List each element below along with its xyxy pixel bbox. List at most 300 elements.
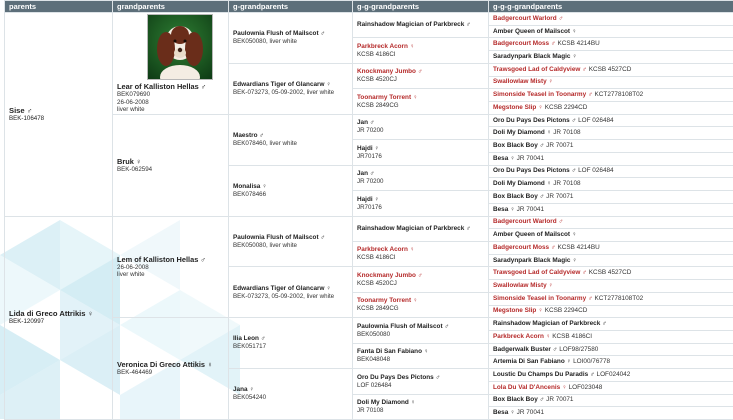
grandparent-cell	[113, 216, 229, 318]
registration-number: LOF 026484	[357, 382, 484, 390]
sex-symbol: ♂	[540, 142, 545, 149]
dog-name[interactable]: Oro Du Pays Des Pictons	[493, 167, 570, 174]
ggg-grandparent-name[interactable]	[493, 167, 729, 175]
sex-symbol: ♂	[370, 170, 375, 177]
dog-name[interactable]: Lem of Kalliston Hellas	[117, 255, 198, 264]
ggg-grandparent-name[interactable]	[493, 244, 729, 252]
sex-symbol: ♂	[558, 15, 563, 22]
sex-symbol: ♀	[262, 183, 267, 190]
column-header-g-g-g-grandparents: g-g-g-grandparents	[489, 1, 733, 13]
dog-name[interactable]: Lola Du Val D'Ancenis	[493, 384, 560, 391]
dog-name[interactable]: Oro Du Pays Des Pictons	[493, 117, 570, 124]
dog-name[interactable]: Paulownia Flush of Mailscot	[233, 234, 319, 241]
sex-symbol: ♀	[510, 206, 515, 213]
sex-symbol: ♀	[249, 386, 254, 393]
dog-name[interactable]: Edwardians Tiger of Glancarw	[233, 81, 325, 88]
ggg-grandparent-cell	[489, 318, 733, 331]
dog-name[interactable]: Parkbreck Acorn	[357, 246, 408, 253]
ggg-grandparent-name[interactable]	[493, 40, 729, 48]
ggg-grandparent-cell	[489, 305, 733, 318]
sex-symbol: ♂	[540, 396, 545, 403]
registration-number: KCSB 4520CJ	[357, 280, 484, 288]
dog-name[interactable]: Oro Du Pays Des Pictons	[357, 374, 434, 381]
ggg-grandparent-cell	[489, 280, 733, 293]
registration-number: KCSB 2849CG	[357, 102, 484, 110]
sex-symbol: ♀	[410, 43, 415, 50]
sex-symbol: ♀	[562, 384, 567, 391]
sex-symbol: ♀	[326, 285, 331, 292]
dog-name[interactable]: Besa	[493, 155, 508, 162]
ggg-grandparent-name[interactable]	[493, 384, 729, 392]
dog-name[interactable]: Megstone Slip	[493, 307, 536, 314]
ggg-grandparent-cell	[489, 38, 733, 51]
dog-name[interactable]: Toonarmy Torrent	[357, 297, 411, 304]
registration-number: JR 70041	[517, 155, 544, 162]
ggg-grandparent-cell	[489, 356, 733, 369]
sex-symbol: ♂	[320, 30, 325, 37]
gg-grandparent-cell	[353, 114, 489, 139]
ggg-grandparent-cell	[489, 292, 733, 305]
dog-name[interactable]: Besa	[493, 206, 508, 213]
sex-symbol: ♀	[547, 180, 552, 187]
gg-grandparent-name[interactable]	[357, 323, 484, 331]
registration-number: KCSB 2849CG	[357, 305, 484, 313]
registration-number: BEK-106478	[9, 115, 108, 123]
ggg-grandparent-cell	[489, 89, 733, 102]
ggg-grandparent-cell	[489, 165, 733, 178]
dog-name[interactable]: Simonside Teasel in Toonarmy	[493, 295, 586, 302]
dog-name[interactable]: Badgerwalk Buster	[493, 346, 551, 353]
sex-symbol: ♀	[424, 348, 429, 355]
grandparent-name[interactable]	[117, 360, 224, 369]
sex-symbol: ♂	[418, 272, 423, 279]
dog-name[interactable]: Amber Queen of Mailscot	[493, 28, 570, 35]
pedigree-row	[5, 318, 733, 331]
sex-symbol: ♂	[540, 193, 545, 200]
gg-grandparent-cell	[353, 216, 489, 241]
column-header-parents: parents	[5, 1, 113, 13]
sex-symbol: ♀	[326, 81, 331, 88]
sex-symbol: ♂	[200, 255, 206, 264]
registration-number: KCSB 2294CD	[545, 104, 588, 111]
gg-grandparent-name[interactable]	[357, 145, 484, 153]
gg-grandparent-cell	[353, 165, 489, 190]
grandparent-cell	[113, 13, 229, 115]
gg-grandparent-name[interactable]	[357, 21, 484, 29]
sex-symbol: ♀	[88, 309, 94, 318]
gg-grandparent-cell	[353, 89, 489, 114]
dog-name[interactable]: Doli My Diamond	[493, 129, 545, 136]
sex-symbol: ♂	[551, 40, 556, 47]
gg-grandparent-name[interactable]	[357, 225, 484, 233]
dog-name[interactable]: Rainshadow Magician of Parkbreck	[493, 320, 600, 327]
grandparent-detail: 26-06-2008	[117, 99, 224, 107]
dog-name[interactable]: Paulownia Flush of Mailscot	[233, 30, 319, 37]
dog-name[interactable]: Maestro	[233, 132, 258, 139]
pedigree-table	[4, 0, 733, 420]
gg-grandparent-cell	[353, 13, 489, 38]
sex-symbol: ♂	[418, 68, 423, 75]
ggg-grandparent-name[interactable]	[493, 231, 729, 239]
gg-grandparent-name[interactable]	[357, 272, 484, 280]
ggg-grandparent-name[interactable]	[493, 117, 729, 125]
ggg-grandparent-name[interactable]	[493, 15, 729, 23]
dog-name[interactable]: Trawsgoed Lad of Caldyview	[493, 66, 580, 73]
parent-name[interactable]	[9, 106, 108, 115]
registration-number: BEK051717	[233, 343, 348, 351]
registration-number: LOI00/76778	[573, 358, 610, 365]
grandparent-detail: BEK-062594	[117, 166, 224, 174]
sex-symbol: ♀	[546, 333, 551, 340]
registration-number: KCSB 4527CD	[589, 66, 632, 73]
ggg-grandparent-name[interactable]	[493, 66, 729, 74]
dog-name[interactable]: Monalisa	[233, 183, 260, 190]
ggg-grandparent-cell	[489, 63, 733, 76]
ggg-grandparent-cell	[489, 76, 733, 89]
ggg-grandparent-name[interactable]	[493, 104, 729, 112]
ggg-grandparent-name[interactable]	[493, 307, 729, 315]
sex-symbol: ♂	[436, 374, 441, 381]
registration-number: KCT2778108T02	[595, 91, 644, 98]
g-grandparent-name[interactable]	[233, 30, 348, 38]
dog-name[interactable]: Parkbreck Acorn	[493, 333, 544, 340]
grandparent-detail: liver white	[117, 271, 224, 279]
dog-photo[interactable]	[147, 14, 213, 80]
sex-symbol: ♀	[538, 307, 543, 314]
column-header-g-g-grandparents: g-g-grandparents	[353, 1, 489, 13]
sex-symbol: ♀	[567, 358, 572, 365]
sex-symbol: ♀	[548, 282, 553, 289]
ggg-grandparent-cell	[489, 407, 733, 420]
ggg-grandparent-name[interactable]	[493, 333, 729, 341]
parent-name[interactable]	[9, 309, 108, 318]
ggg-grandparent-name[interactable]	[493, 346, 729, 354]
ggg-grandparent-cell	[489, 127, 733, 140]
ggg-grandparent-name[interactable]	[493, 409, 729, 417]
sex-symbol: ♀	[572, 231, 577, 238]
gg-grandparent-cell	[353, 241, 489, 266]
sex-symbol: ♀	[413, 297, 418, 304]
registration-number: BEK-120997	[9, 318, 108, 326]
sex-symbol: ♀	[374, 196, 379, 203]
dog-name[interactable]: Hajdi	[357, 145, 373, 152]
ggg-grandparent-cell	[489, 216, 733, 229]
ggg-grandparent-name[interactable]	[493, 295, 729, 303]
registration-number: JR 70071	[546, 142, 573, 149]
registration-number: LOF 026484	[578, 117, 614, 124]
ggg-grandparent-cell	[489, 254, 733, 267]
ggg-grandparent-name[interactable]	[493, 155, 729, 163]
dog-name[interactable]: Knockmany Jumbo	[357, 68, 416, 75]
ggg-grandparent-name[interactable]	[493, 269, 729, 277]
registration-number: BEK-073273, 05-09-2002, liver white	[233, 293, 348, 301]
g-grandparent-cell	[229, 13, 353, 64]
column-header-grandparents: grandparents	[113, 1, 229, 13]
dog-name[interactable]: Veronica Di Greco Attikis	[117, 360, 205, 369]
sex-symbol: ♂	[602, 320, 607, 327]
gg-grandparent-cell	[353, 63, 489, 88]
g-grandparent-cell	[229, 165, 353, 216]
registration-number: BEK050080	[357, 331, 484, 339]
ggg-grandparent-cell	[489, 394, 733, 407]
ggg-grandparent-name[interactable]	[493, 129, 729, 137]
registration-number: LOF023048	[569, 384, 603, 391]
ggg-grandparent-cell	[489, 140, 733, 153]
dog-name[interactable]: Badgercourt Moss	[493, 40, 549, 47]
sex-symbol: ♂	[466, 225, 471, 232]
g-grandparent-name[interactable]	[233, 132, 348, 140]
sex-symbol: ♂	[588, 91, 593, 98]
sex-symbol: ♀	[374, 145, 379, 152]
sex-symbol: ♀	[547, 129, 552, 136]
gg-grandparent-name[interactable]	[357, 68, 484, 76]
dog-name[interactable]: Fanta Di San Fabiano	[357, 348, 422, 355]
dog-name[interactable]: Rainshadow Magician of Parkbreck	[357, 225, 464, 232]
sex-symbol: ♂	[320, 234, 325, 241]
sex-symbol: ♀	[510, 409, 515, 416]
ggg-grandparent-name[interactable]	[493, 91, 729, 99]
dog-name[interactable]: Amber Queen of Mailscot	[493, 231, 570, 238]
grandparent-detail: BEK079690	[117, 91, 224, 99]
sex-symbol: ♂	[572, 167, 577, 174]
sex-symbol: ♀	[413, 94, 418, 101]
pedigree-row	[5, 216, 733, 229]
dog-name[interactable]: Bruk	[117, 157, 134, 166]
registration-number: JR 70071	[546, 193, 573, 200]
g-grandparent-name[interactable]	[233, 285, 348, 293]
sex-symbol: ♀	[548, 78, 553, 85]
registration-number: BEK054240	[233, 394, 348, 402]
ggg-grandparent-cell	[489, 102, 733, 115]
ggg-grandparent-name[interactable]	[493, 28, 729, 36]
sex-symbol: ♂	[466, 21, 471, 28]
dog-name[interactable]: Knockmany Jumbo	[357, 272, 416, 279]
gg-grandparent-name[interactable]	[357, 348, 484, 356]
ggg-grandparent-cell	[489, 178, 733, 191]
sex-symbol: ♂	[201, 82, 207, 91]
dog-name[interactable]: Parkbreck Acorn	[357, 43, 408, 50]
g-grandparent-cell	[229, 216, 353, 267]
sex-symbol: ♂	[588, 295, 593, 302]
grandparent-cell	[113, 114, 229, 216]
gg-grandparent-cell	[353, 369, 489, 394]
ggg-grandparent-name[interactable]	[493, 206, 729, 214]
dog-name[interactable]: Swallowlaw Misty	[493, 78, 547, 85]
registration-number: BEK078460, liver white	[233, 140, 348, 148]
registration-number: BEK-073273, 05-09-2002, liver white	[233, 89, 348, 97]
grandparent-name[interactable]	[117, 82, 224, 91]
dog-name[interactable]: Jan	[357, 119, 368, 126]
ggg-grandparent-cell	[489, 267, 733, 280]
ggg-grandparent-cell	[489, 13, 733, 26]
gg-grandparent-cell	[353, 191, 489, 216]
gg-grandparent-name[interactable]	[357, 196, 484, 204]
registration-number: BEK078466	[233, 191, 348, 199]
dog-name[interactable]: Hajdi	[357, 196, 373, 203]
registration-number: JR 70200	[357, 127, 484, 135]
sex-symbol: ♂	[27, 106, 33, 115]
gg-grandparent-name[interactable]	[357, 246, 484, 254]
ggg-grandparent-cell	[489, 51, 733, 64]
g-grandparent-name[interactable]	[233, 335, 348, 343]
dog-name[interactable]: Saradynpark Black Magic	[493, 53, 570, 60]
gg-grandparent-name[interactable]	[357, 43, 484, 51]
registration-number: JR70176	[357, 153, 484, 161]
grandparent-name[interactable]	[117, 157, 224, 166]
gg-grandparent-name[interactable]	[357, 170, 484, 178]
dog-name[interactable]: Badgercourt Warlord	[493, 218, 557, 225]
ggg-grandparent-cell	[489, 229, 733, 242]
g-grandparent-name[interactable]	[233, 386, 348, 394]
dog-name[interactable]: Jan	[357, 170, 368, 177]
gg-grandparent-cell	[353, 267, 489, 292]
sex-symbol: ♀	[572, 28, 577, 35]
dog-name[interactable]: Artemia Di San Fabiano	[493, 358, 565, 365]
ggg-grandparent-name[interactable]	[493, 53, 729, 61]
sex-symbol: ♂	[582, 66, 587, 73]
gg-grandparent-cell	[353, 343, 489, 368]
pedigree-row	[5, 13, 733, 26]
dog-name[interactable]: Toonarmy Torrent	[357, 94, 411, 101]
sex-symbol: ♀	[207, 360, 213, 369]
gg-grandparent-cell	[353, 140, 489, 165]
ggg-grandparent-cell	[489, 114, 733, 127]
dog-name[interactable]: Box Black Boy	[493, 142, 538, 149]
registration-number: LOF98/27580	[559, 346, 598, 353]
dog-name[interactable]: Doli My Diamond	[493, 180, 545, 187]
dog-name[interactable]: Edwardians Tiger of Glancarw	[233, 285, 325, 292]
ggg-grandparent-cell	[489, 343, 733, 356]
dog-name[interactable]: Lida di Greco Attrikis	[9, 309, 86, 318]
gg-grandparent-name[interactable]	[357, 374, 484, 382]
dog-name[interactable]: Saradynpark Black Magic	[493, 257, 570, 264]
gg-grandparent-name[interactable]	[357, 297, 484, 305]
registration-number: KCSB 4186CI	[552, 333, 592, 340]
g-grandparent-cell	[229, 114, 353, 165]
dog-name[interactable]: Paulownia Flush of Mailscot	[357, 323, 443, 330]
registration-number: KCSB 2294CD	[545, 307, 588, 314]
dog-name[interactable]: Trawsgoed Lad of Caldyview	[493, 269, 580, 276]
sex-symbol: ♂	[259, 132, 264, 139]
dog-name[interactable]: Box Black Boy	[493, 396, 538, 403]
sex-symbol: ♀	[572, 257, 577, 264]
registration-number: KCSB 4520CJ	[357, 76, 484, 84]
dog-name[interactable]: Jana	[233, 386, 248, 393]
dog-name[interactable]: Swallowlaw Misty	[493, 282, 547, 289]
gg-grandparent-cell	[353, 318, 489, 343]
registration-number: KCSB 4214BU	[557, 244, 599, 251]
grandparent-cell	[113, 318, 229, 420]
pedigree-row	[5, 114, 733, 127]
ggg-grandparent-name[interactable]	[493, 320, 729, 328]
sex-symbol: ♀	[136, 157, 142, 166]
registration-number: KCT2778108T02	[595, 295, 644, 302]
ggg-grandparent-cell	[489, 191, 733, 204]
parent-cell	[5, 13, 113, 217]
registration-number: BEK050080, liver white	[233, 38, 348, 46]
g-grandparent-name[interactable]	[233, 81, 348, 89]
sex-symbol: ♂	[261, 335, 266, 342]
gg-grandparent-cell	[353, 292, 489, 317]
parent-cell	[5, 216, 113, 420]
registration-number: KCSB 4527CD	[589, 269, 632, 276]
dog-name[interactable]: Badgercourt Moss	[493, 244, 549, 251]
ggg-grandparent-cell	[489, 203, 733, 216]
ggg-grandparent-name[interactable]	[493, 142, 729, 150]
ggg-grandparent-cell	[489, 330, 733, 343]
ggg-grandparent-cell	[489, 152, 733, 165]
registration-number: JR 70041	[517, 206, 544, 213]
sex-symbol: ♂	[572, 117, 577, 124]
sex-symbol: ♂	[582, 269, 587, 276]
grandparent-name[interactable]	[117, 255, 224, 264]
registration-number: LOF 026484	[578, 167, 614, 174]
registration-number: LOF024042	[597, 371, 631, 378]
ggg-grandparent-name[interactable]	[493, 396, 729, 404]
dog-name[interactable]: Besa	[493, 409, 508, 416]
sex-symbol: ♀	[572, 53, 577, 60]
registration-number: KCSB 4214BU	[557, 40, 599, 47]
dog-name[interactable]: Loustic Du Champs Du Paradis	[493, 371, 588, 378]
registration-number: KCSB 4186CI	[357, 254, 484, 262]
dog-name[interactable]: Ilia Leon	[233, 335, 259, 342]
gg-grandparent-name[interactable]	[357, 119, 484, 127]
grandparent-detail: BEK-464469	[117, 369, 224, 377]
g-grandparent-name[interactable]	[233, 183, 348, 191]
registration-number: KCSB 4186CI	[357, 51, 484, 59]
sex-symbol: ♀	[411, 399, 416, 406]
ggg-grandparent-cell	[489, 369, 733, 382]
dog-name[interactable]: Lear of Kalliston Hellas	[117, 82, 199, 91]
dog-name[interactable]: Rainshadow Magician of Parkbreck	[357, 21, 464, 28]
dog-name[interactable]: Sise	[9, 106, 25, 115]
dog-name[interactable]: Megstone Slip	[493, 104, 536, 111]
grandparent-detail: liver white	[117, 106, 224, 114]
column-header-g-grandparents: g-grandparents	[229, 1, 353, 13]
ggg-grandparent-name[interactable]	[493, 180, 729, 188]
sex-symbol: ♂	[551, 244, 556, 251]
header-row	[5, 1, 733, 13]
dog-name[interactable]: Simonside Teasel in Toonarmy	[493, 91, 586, 98]
registration-number: JR 70108	[553, 129, 580, 136]
ggg-grandparent-name[interactable]	[493, 193, 729, 201]
registration-number: JR 70108	[357, 407, 484, 415]
ggg-grandparent-name[interactable]	[493, 371, 729, 379]
gg-grandparent-name[interactable]	[357, 399, 484, 407]
registration-number: JR 70071	[546, 396, 573, 403]
gg-grandparent-name[interactable]	[357, 94, 484, 102]
g-grandparent-cell	[229, 318, 353, 369]
registration-number: JR 70200	[357, 178, 484, 186]
dog-name[interactable]: Doli My Diamond	[357, 399, 409, 406]
ggg-grandparent-name[interactable]	[493, 218, 729, 226]
sex-symbol: ♂	[370, 119, 375, 126]
registration-number: JR70176	[357, 204, 484, 212]
g-grandparent-name[interactable]	[233, 234, 348, 242]
grandparent-detail: 26-06-2008	[117, 264, 224, 272]
ggg-grandparent-cell	[489, 25, 733, 38]
sex-symbol: ♂	[444, 323, 449, 330]
ggg-grandparent-name[interactable]	[493, 358, 729, 366]
ggg-grandparent-name[interactable]	[493, 282, 729, 290]
ggg-grandparent-name[interactable]	[493, 257, 729, 265]
sex-symbol: ♀	[538, 104, 543, 111]
registration-number: BEK048048	[357, 356, 484, 364]
ggg-grandparent-name[interactable]	[493, 78, 729, 86]
ggg-grandparent-cell	[489, 241, 733, 254]
dog-name[interactable]: Badgercourt Warlord	[493, 15, 557, 22]
dog-name[interactable]: Box Black Boy	[493, 193, 538, 200]
